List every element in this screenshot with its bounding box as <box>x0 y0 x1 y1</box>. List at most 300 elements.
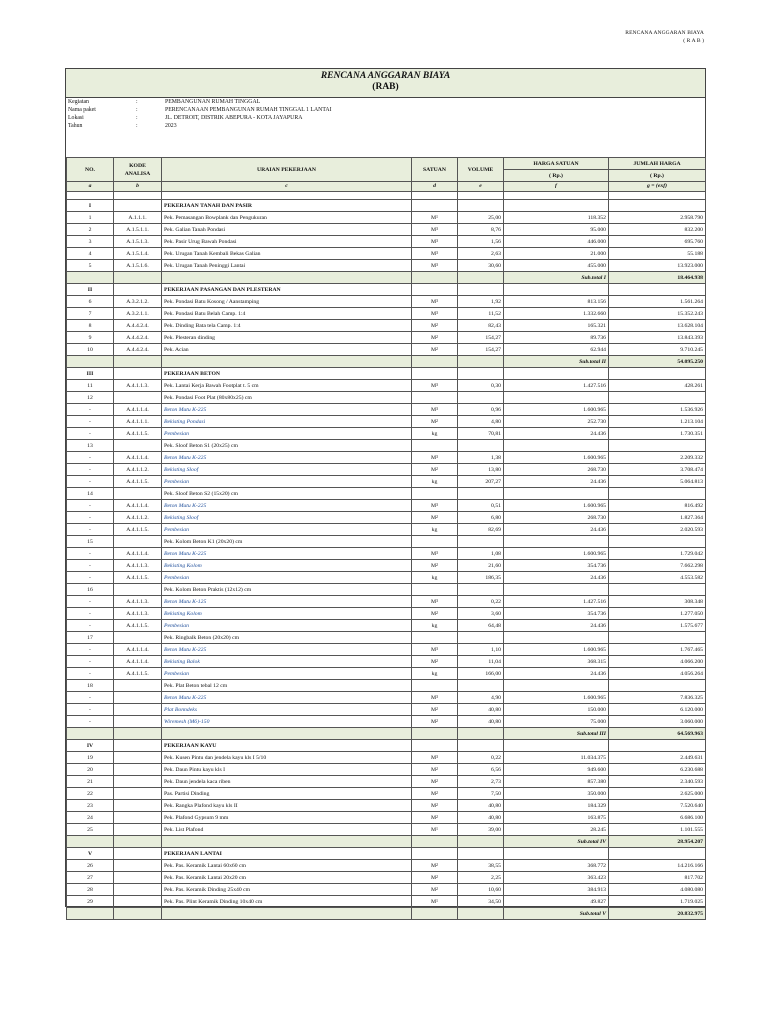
item-description: Pembesian <box>162 572 412 584</box>
table-row <box>67 452 706 464</box>
item-number: 19 <box>67 752 114 764</box>
item-number: 22 <box>67 788 114 800</box>
item-description: Pas. Partisi Dinding <box>162 788 412 800</box>
item-number: - <box>67 524 114 536</box>
item-unit-price: 949.600 <box>504 764 609 776</box>
item-total: 4.553.582 <box>609 572 706 584</box>
section-row <box>67 200 706 212</box>
item-unit: M <box>430 802 437 809</box>
subtotal-row <box>67 728 706 740</box>
table-row <box>67 800 706 812</box>
item-total <box>609 584 706 596</box>
item-unit: M <box>430 598 437 605</box>
item-code: A.4.1.1.5. <box>114 668 162 680</box>
empty-cell <box>458 908 504 920</box>
section-row <box>67 740 706 752</box>
empty-cell <box>458 284 504 296</box>
item-description: Beton Mutu K-125 <box>162 596 412 608</box>
item-description: Plat Bonndeks <box>162 704 412 716</box>
table-row <box>67 620 706 632</box>
item-unit-exponent: 2 <box>436 885 439 891</box>
section-title: PEKERJAAN PASANGAN DAN PLESTERAN <box>162 284 412 296</box>
item-code <box>114 812 162 824</box>
table-row <box>67 260 706 272</box>
item-unit-price: 1.332.660 <box>504 308 609 320</box>
spacer-cell <box>412 192 458 200</box>
empty-cell <box>67 908 114 920</box>
item-unit-price: 368.315 <box>504 656 609 668</box>
subtotal-label: Sub.total I <box>504 272 609 284</box>
item-unit-price <box>504 536 609 548</box>
item-volume: 2,25 <box>458 872 504 884</box>
empty-cell <box>504 848 609 860</box>
item-unit-exponent: 2 <box>436 705 439 711</box>
item-code: A.4.4.2.4. <box>114 344 162 356</box>
item-unit-cell <box>412 680 458 692</box>
item-number: - <box>67 692 114 704</box>
item-number: - <box>67 512 114 524</box>
table-row <box>67 776 706 788</box>
item-code: A.1.5.1.4. <box>114 248 162 260</box>
item-total: 7.520.640 <box>609 800 706 812</box>
item-volume: 7,50 <box>458 788 504 800</box>
info-row-kegiatan <box>66 98 705 106</box>
table-row <box>67 344 706 356</box>
item-total: 2.020.593 <box>609 524 706 536</box>
item-volume: 25,00 <box>458 212 504 224</box>
item-number: - <box>67 428 114 440</box>
item-code <box>114 764 162 776</box>
item-unit-exponent: 3 <box>436 261 439 267</box>
item-description: Pek. Pondasi Batu Kosong / Aanstamping <box>162 296 412 308</box>
item-unit-price: 455.000 <box>504 260 609 272</box>
item-code: A.4.1.1.3. <box>114 560 162 572</box>
item-total: 6.686.100 <box>609 812 706 824</box>
item-unit-exponent: 2 <box>436 717 439 723</box>
page-header-title: RENCANA ANGGARAN BIAYA <box>625 30 704 36</box>
item-total: 3.060.000 <box>609 716 706 728</box>
item-description: Pek. Ringbalk Beton (20x20) cm <box>162 632 412 644</box>
spacer-cell <box>609 192 706 200</box>
item-number: 13 <box>67 440 114 452</box>
item-unit-price: 28.245 <box>504 824 609 836</box>
item-unit-price: 1.600.965 <box>504 692 609 704</box>
item-volume: 0,30 <box>458 380 504 392</box>
item-number: - <box>67 560 114 572</box>
item-number: - <box>67 416 114 428</box>
empty-cell <box>412 356 458 368</box>
item-number: - <box>67 464 114 476</box>
item-unit-cell <box>412 656 458 668</box>
item-volume: 166,00 <box>458 668 504 680</box>
table-row <box>67 704 706 716</box>
empty-cell <box>67 728 114 740</box>
item-code: A.4.1.1.5. <box>114 476 162 488</box>
table-row <box>67 608 706 620</box>
item-total: 55.188 <box>609 248 706 260</box>
item-description: Pembesian <box>162 620 412 632</box>
item-code: A.1.5.1.6. <box>114 260 162 272</box>
item-volume: 40,80 <box>458 704 504 716</box>
table-row <box>67 392 706 404</box>
item-unit-exponent: 1 <box>436 897 439 903</box>
item-number: 2 <box>67 224 114 236</box>
item-number: 16 <box>67 584 114 596</box>
letter-cell: c <box>162 182 412 192</box>
item-unit-price <box>504 488 609 500</box>
item-unit-price: 350.000 <box>504 788 609 800</box>
item-code <box>114 680 162 692</box>
item-volume: 39,00 <box>458 824 504 836</box>
item-unit-exponent: 2 <box>436 465 439 471</box>
item-number: 9 <box>67 332 114 344</box>
item-unit: M <box>430 214 437 221</box>
table-row <box>67 380 706 392</box>
item-number: 18 <box>67 680 114 692</box>
item-unit: M <box>430 706 437 713</box>
item-total: 1.827.364 <box>609 512 706 524</box>
empty-cell <box>162 908 412 920</box>
table-row <box>67 236 706 248</box>
item-total: 308.348 <box>609 596 706 608</box>
section-row <box>67 368 706 380</box>
item-total: 816.492 <box>609 500 706 512</box>
section-number: I <box>67 200 114 212</box>
info-colon: : <box>136 115 138 121</box>
item-unit-cell <box>412 788 458 800</box>
item-unit-cell <box>412 884 458 896</box>
table-row <box>67 572 706 584</box>
empty-cell <box>67 836 114 848</box>
item-number: - <box>67 716 114 728</box>
item-code: A.4.1.1.4. <box>114 548 162 560</box>
item-unit-cell <box>412 572 458 584</box>
item-unit-price: 75.000 <box>504 716 609 728</box>
empty-cell <box>504 284 609 296</box>
item-total: 817.702 <box>609 872 706 884</box>
item-total: 7.836.325 <box>609 692 706 704</box>
rab-table-body <box>67 192 706 920</box>
table-row <box>67 296 706 308</box>
item-number: - <box>67 452 114 464</box>
item-total: 3.708.474 <box>609 464 706 476</box>
letter-cell: e <box>458 182 504 192</box>
item-description: Pek. Pondasi Batu Belah Camp. 1:4 <box>162 308 412 320</box>
item-unit-cell <box>412 224 458 236</box>
item-unit-exponent: 3 <box>436 693 439 699</box>
item-number: - <box>67 644 114 656</box>
item-volume: 10,60 <box>458 884 504 896</box>
item-unit-price: 1.600.965 <box>504 452 609 464</box>
item-description: Pek. Sloof Beton S1 (20x25) cm <box>162 440 412 452</box>
item-volume: 2,73 <box>458 776 504 788</box>
item-unit-cell <box>412 428 458 440</box>
empty-cell <box>458 848 504 860</box>
item-description: Wiremesh (M6)-150 <box>162 716 412 728</box>
item-unit-cell <box>412 536 458 548</box>
rab-document <box>65 68 706 917</box>
info-colon: : <box>136 107 138 113</box>
item-unit-cell <box>412 644 458 656</box>
item-code: A.4.4.2.4. <box>114 320 162 332</box>
item-unit: M <box>430 406 437 413</box>
item-unit-price: 95.000 <box>504 224 609 236</box>
empty-cell <box>609 368 706 380</box>
col-header-satuan: SATUAN <box>412 158 458 182</box>
empty-cell <box>412 728 458 740</box>
item-total: 7.662.298 <box>609 560 706 572</box>
item-unit-exponent: 2 <box>436 813 439 819</box>
subtotal-amount: 28.954.207 <box>609 836 706 848</box>
item-unit-exponent: 2 <box>436 513 439 519</box>
empty-cell <box>412 908 458 920</box>
item-unit-cell <box>412 704 458 716</box>
item-unit-price: 24.436 <box>504 620 609 632</box>
item-volume: 40,80 <box>458 800 504 812</box>
item-unit-price: 857.380 <box>504 776 609 788</box>
item-unit-cell <box>412 308 458 320</box>
item-unit-cell <box>412 452 458 464</box>
item-total: 4.066.200 <box>609 656 706 668</box>
item-unit: kg <box>431 574 438 581</box>
item-unit: M <box>430 766 437 773</box>
item-unit-cell <box>412 296 458 308</box>
info-colon: : <box>136 123 138 129</box>
item-volume: 40,80 <box>458 812 504 824</box>
item-unit: M <box>430 694 437 701</box>
item-unit-cell <box>412 596 458 608</box>
item-volume: 1,38 <box>458 452 504 464</box>
item-unit-exponent: 3 <box>436 237 439 243</box>
item-unit-price: 24.436 <box>504 476 609 488</box>
item-unit: M <box>430 874 437 881</box>
table-row <box>67 476 706 488</box>
item-unit-price: 89.736 <box>504 332 609 344</box>
item-description: Pek. Plat Beton tebal 12 cm <box>162 680 412 692</box>
item-volume <box>458 392 504 404</box>
item-description: Beton Mutu K-225 <box>162 692 412 704</box>
empty-cell <box>114 848 162 860</box>
item-total: 1.213.104 <box>609 416 706 428</box>
item-unit-cell <box>412 260 458 272</box>
item-description: Beton Mutu K-225 <box>162 500 412 512</box>
table-row <box>67 308 706 320</box>
table-row <box>67 632 706 644</box>
item-unit-cell <box>412 752 458 764</box>
item-code <box>114 632 162 644</box>
item-volume: 4,80 <box>458 416 504 428</box>
item-description: Pek. Plesteran dinding <box>162 332 412 344</box>
info-row-nama-paket <box>66 106 705 114</box>
item-unit-cell <box>412 668 458 680</box>
item-volume: 1,08 <box>458 548 504 560</box>
table-row <box>67 224 706 236</box>
item-unit-exponent: 3 <box>436 297 439 303</box>
item-total: 9.710.245 <box>609 344 706 356</box>
item-volume: 8,76 <box>458 224 504 236</box>
item-total <box>609 440 706 452</box>
item-code <box>114 896 162 908</box>
item-volume: 0,22 <box>458 596 504 608</box>
item-unit-cell <box>412 416 458 428</box>
item-description: Bekisting Pondasi <box>162 416 412 428</box>
item-volume <box>458 584 504 596</box>
spacer-row <box>67 192 706 200</box>
item-number: - <box>67 608 114 620</box>
item-unit-cell <box>412 404 458 416</box>
item-unit-cell <box>412 860 458 872</box>
item-number: 27 <box>67 872 114 884</box>
item-number: 1 <box>67 212 114 224</box>
item-unit-price: 368.772 <box>504 860 609 872</box>
empty-cell <box>609 200 706 212</box>
table-row <box>67 680 706 692</box>
item-description: Bekisting Kolom <box>162 560 412 572</box>
item-volume: 0,96 <box>458 404 504 416</box>
table-row <box>67 872 706 884</box>
item-volume: 40,80 <box>458 716 504 728</box>
letter-cell: f <box>504 182 609 192</box>
table-row <box>67 512 706 524</box>
table-row <box>67 548 706 560</box>
table-row <box>67 212 706 224</box>
info-key: Nama paket <box>68 107 96 113</box>
table-row <box>67 500 706 512</box>
table-row <box>67 716 706 728</box>
item-code: A.4.1.1.5. <box>114 572 162 584</box>
item-total: 4.056.264 <box>609 668 706 680</box>
item-unit-price: 813.156 <box>504 296 609 308</box>
item-code <box>114 692 162 704</box>
item-unit-price <box>504 584 609 596</box>
empty-cell <box>162 272 412 284</box>
item-unit: M <box>430 610 437 617</box>
info-key: Kegiatan <box>68 99 89 105</box>
empty-cell <box>114 728 162 740</box>
item-number: 4 <box>67 248 114 260</box>
item-unit-price: 24.436 <box>504 524 609 536</box>
item-code: A.4.1.1.5. <box>114 620 162 632</box>
empty-cell <box>114 740 162 752</box>
spacer-cell <box>162 192 412 200</box>
item-number: 24 <box>67 812 114 824</box>
spacer-cell <box>67 192 114 200</box>
item-code <box>114 536 162 548</box>
empty-cell <box>458 836 504 848</box>
item-volume: 64,48 <box>458 620 504 632</box>
item-unit: M <box>430 826 437 833</box>
info-value: PERENCANAAN PEMBANGUNAN RUMAH TINGGAL 1 LANTAI <box>165 107 332 113</box>
section-number: II <box>67 284 114 296</box>
item-volume: 70,81 <box>458 428 504 440</box>
item-unit: M <box>430 502 437 509</box>
item-unit-exponent: 2 <box>436 609 439 615</box>
subtotal-amount: 54.095.250 <box>609 356 706 368</box>
letter-cell: g = (exf) <box>609 182 706 192</box>
item-description: Pek. Daun jendela kaca riben <box>162 776 412 788</box>
item-unit: M <box>430 298 437 305</box>
table-row <box>67 524 706 536</box>
item-number: 21 <box>67 776 114 788</box>
item-unit-price: 1.600.965 <box>504 500 609 512</box>
item-number: 28 <box>67 884 114 896</box>
col-header-uraian: URAIAN PEKERJAAN <box>162 158 412 182</box>
item-code <box>114 884 162 896</box>
item-code: A.3.2.1.1. <box>114 308 162 320</box>
item-code <box>114 824 162 836</box>
col-header-jumlah-unit: ( Rp.) <box>609 170 706 182</box>
letter-row <box>67 182 706 192</box>
item-code: A.4.1.1.4. <box>114 644 162 656</box>
item-unit: kg <box>431 622 438 629</box>
item-unit-cell <box>412 620 458 632</box>
item-unit: M <box>430 226 437 233</box>
subtotal-label: Sub.total IV <box>504 836 609 848</box>
item-volume <box>458 440 504 452</box>
item-unit-cell <box>412 488 458 500</box>
table-row <box>67 596 706 608</box>
item-description: Pek. Kolom Beton K1 (20x20) cm <box>162 536 412 548</box>
item-volume: 38,55 <box>458 860 504 872</box>
item-unit-price: 384.913 <box>504 884 609 896</box>
item-unit-cell <box>412 248 458 260</box>
item-unit-price: 1.600.965 <box>504 644 609 656</box>
item-total: 2.625.000 <box>609 788 706 800</box>
item-description: Pek. Pas. Keramik Lantai 60x60 cm <box>162 860 412 872</box>
item-volume <box>458 680 504 692</box>
item-volume: 186,35 <box>458 572 504 584</box>
item-volume: 3,60 <box>458 608 504 620</box>
section-number: III <box>67 368 114 380</box>
item-description: Pek. Kusen Pintu dan jendela kayu kls I 5/10 <box>162 752 412 764</box>
item-unit: M <box>430 718 437 725</box>
item-code: A.4.1.1.4. <box>114 500 162 512</box>
item-unit-exponent: 3 <box>436 549 439 555</box>
item-description: Pek. Kolom Beton Praktis (12x12) cm <box>162 584 412 596</box>
item-unit-cell <box>412 584 458 596</box>
item-volume: 0,51 <box>458 500 504 512</box>
item-description: Pek. Pondasi Foot Plat (80x80x25) cm <box>162 392 412 404</box>
info-value: PEMBANGUNAN RUMAH TINGGAL <box>165 99 261 105</box>
table-row <box>67 416 706 428</box>
item-unit-exponent: 3 <box>436 249 439 255</box>
item-volume: 34,50 <box>458 896 504 908</box>
empty-cell <box>67 356 114 368</box>
info-colon: : <box>136 99 138 105</box>
item-unit-price: 354.736 <box>504 560 609 572</box>
item-unit-exponent: 3 <box>436 405 439 411</box>
empty-cell <box>412 272 458 284</box>
item-unit-exponent: 2 <box>436 333 439 339</box>
item-volume: 2,63 <box>458 248 504 260</box>
subtotal-row <box>67 272 706 284</box>
item-unit-price: 1.427.516 <box>504 596 609 608</box>
table-row <box>67 536 706 548</box>
subtotal-row <box>67 356 706 368</box>
item-number: - <box>67 620 114 632</box>
item-description: Pek. Sloof Beton S2 (15x20) cm <box>162 488 412 500</box>
item-unit-exponent: 2 <box>436 789 439 795</box>
table-row <box>67 560 706 572</box>
project-info <box>66 98 705 130</box>
letter-cell: a <box>67 182 114 192</box>
item-total: 4.080.080 <box>609 884 706 896</box>
item-total: 832.200 <box>609 224 706 236</box>
item-total: 2.958.790 <box>609 212 706 224</box>
empty-cell <box>458 368 504 380</box>
item-unit-cell <box>412 812 458 824</box>
empty-cell <box>114 284 162 296</box>
